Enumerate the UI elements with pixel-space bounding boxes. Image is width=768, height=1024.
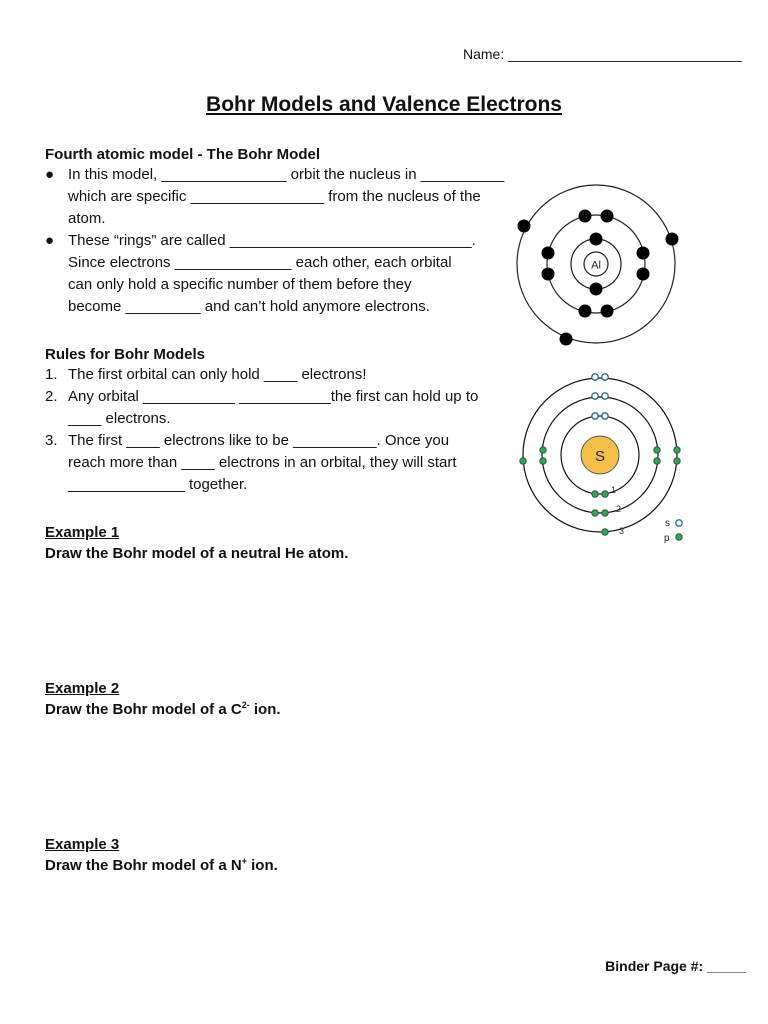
electron-dot [590,283,603,296]
electron-dot [518,220,531,233]
p-electron [674,458,680,464]
bullet-line: which are specific ________________ from the nucleus of the [68,188,481,205]
rule-line: reach more than ____ electrons in an orbital, they will start [68,454,457,471]
bullet-line: atom. [68,210,106,227]
legend-p-icon [676,534,682,540]
electron-dot [542,247,555,260]
name-field-label: Name: ______________________________ [463,46,742,62]
p-electron [674,447,680,453]
s-electron [592,393,598,399]
electron-dot [560,333,573,346]
electron-dot [601,210,614,223]
rule-item [45,386,515,430]
bullet-icon: ● [45,166,55,183]
sulfur-bohr-diagram [515,370,705,548]
p-electron [520,458,526,464]
example-label: Example 1 [45,524,120,541]
bullet-item [45,164,515,230]
example-prompt: Draw the Bohr model of a $C^{2-}$ ion. [45,700,281,718]
electron-dot [579,210,592,223]
legend-s-label: s [665,518,670,529]
section-heading: Rules for Bohr Models [45,346,206,363]
electron-dot [666,233,679,246]
electron-dot [637,247,650,260]
section-bohr-model [45,146,515,318]
numbered-list [45,364,515,496]
binder-page-number: Binder Page #: _____ [605,958,746,974]
s-electron [592,413,598,419]
bullet-icon: ● [45,232,55,249]
electron-dot [590,233,603,246]
p-electron [602,529,608,535]
nucleus-label: Al [591,259,601,272]
example-label: Example 3 [45,836,120,853]
example-prompt: Draw the Bohr model of a neutral He atom. [45,545,349,562]
rule-line: Any orbital ___________ ___________the first can hold up to [68,388,479,405]
electron-dot [637,268,650,281]
electron-dot [542,268,555,281]
p-electron [654,447,660,453]
shell-label: 1 [611,485,617,495]
rule-line: ______________ together. [68,476,248,493]
legend-s-icon [676,520,682,526]
shell-label: 3 [619,526,625,536]
example-2 [45,680,281,718]
p-electron [540,447,546,453]
section-heading: Fourth atomic model - The Bohr Model [45,146,320,163]
rule-item [45,430,515,496]
s-electron [602,413,608,419]
p-electron [602,491,608,497]
example-3 [45,836,278,874]
bullet-line: In this model, _______________ orbit the nucleus in __________ [68,166,505,183]
s-electron [592,374,598,380]
bullet-line: can only hold a specific number of them before they [68,276,412,293]
legend-p-label: p [664,533,670,544]
rule-line: ____ electrons. [68,410,171,427]
bullet-line: These “rings” are called _____________________________. [68,232,476,249]
rule-item [45,364,515,386]
electron-dot [601,305,614,318]
electron-dot [579,305,592,318]
bullet-line: Since electrons ______________ each other, each orbital [68,254,452,271]
page-title: Bohr Models and Valence Electrons [206,93,562,116]
aluminum-bohr-diagram [510,178,686,350]
bullet-item [45,230,515,318]
example-1 [45,524,348,562]
bullet-line: become _________ and can’t hold anymore electrons. [68,298,430,315]
example-label: Example 2 [45,680,120,697]
rule-line: The first ____ electrons like to be __________. Once you [68,432,450,449]
p-electron [654,458,660,464]
bullet-list [45,164,515,318]
nucleus-label: S [594,448,606,465]
p-electron [602,510,608,516]
p-electron [592,510,598,516]
p-electron [592,491,598,497]
s-electron [602,393,608,399]
rule-line: The first orbital can only hold ____ electrons! [68,366,367,383]
rule-number: 1. [45,366,58,383]
example-prompt: Draw the Bohr model of a N+ ion. [45,856,278,874]
section-rules [45,346,515,496]
s-electron [602,374,608,380]
rule-number: 2. [45,388,58,405]
rule-number: 3. [45,432,58,449]
p-electron [540,458,546,464]
shell-label: 2 [616,504,622,514]
